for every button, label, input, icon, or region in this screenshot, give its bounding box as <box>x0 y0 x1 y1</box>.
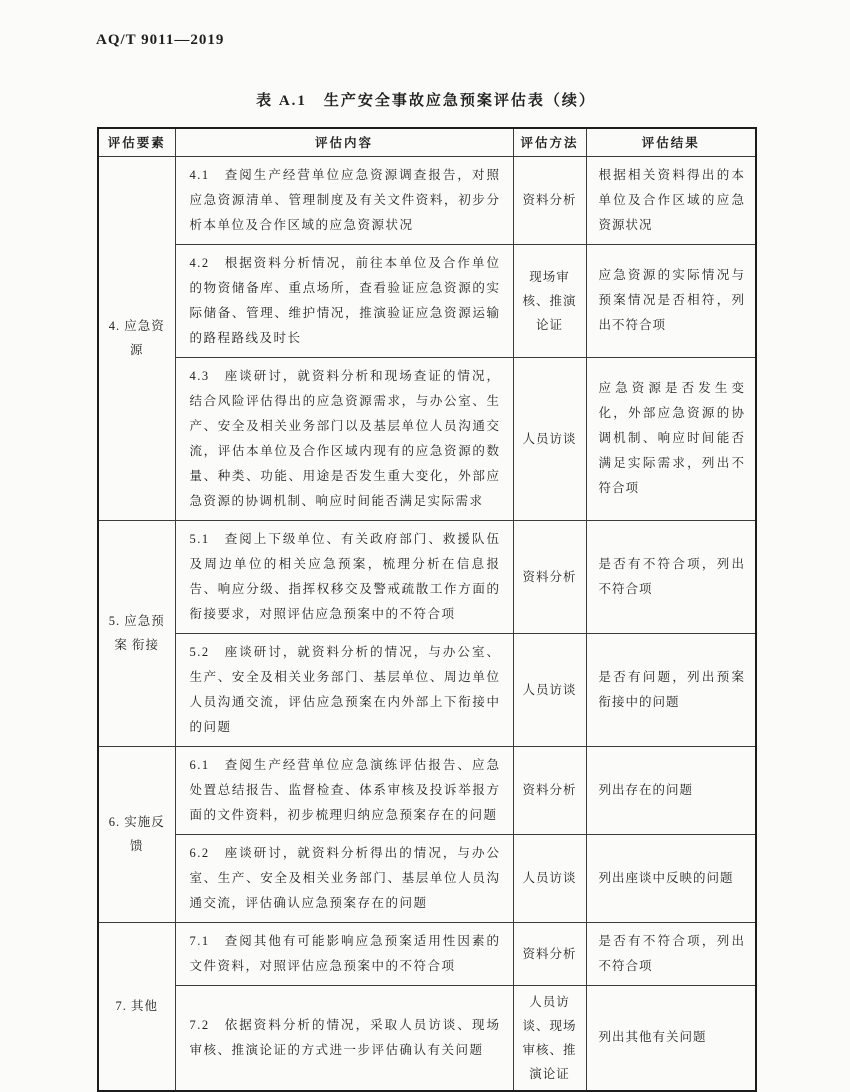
table-row <box>98 357 756 520</box>
content-cell: 4.3 座谈研讨，就资料分析和现场查证的情况，结合风险评估得出的应急资源需求，与办公室、生产、安全及相关业务部门以及基层单位人员沟通交流，评估本单位及合作区域内现有的应急资源的数量、种类、功能、用途是否发生重大变化，外部应急资源的协调机制、响应时间能否满足实际需求 <box>175 357 513 520</box>
content-cell: 7.2 依据资料分析的情况，采取人员访谈、现场审核、推演论证的方式进一步评估确认有关问题 <box>175 985 513 1091</box>
result-cell: 是否有问题，列出预案衔接中的问题 <box>586 633 756 746</box>
table-header-row <box>98 128 756 156</box>
table-row <box>98 520 756 633</box>
method-cell: 资料分析 <box>513 746 586 834</box>
method-cell: 资料分析 <box>513 922 586 985</box>
content-cell: 5.2 座谈研讨，就资料分析的情况，与办公室、生产、安全及相关业务部门、基层单位、周边单位人员沟通交流，评估应急预案在内外部上下衔接中的问题 <box>175 633 513 746</box>
method-cell: 人员访谈 <box>513 357 586 520</box>
content-cell: 6.1 查阅生产经营单位应急演练评估报告、应急处置总结报告、监督检查、体系审核及投诉举报方面的文件资料，初步梳理归纳应急预案存在的问题 <box>175 746 513 834</box>
table-row <box>98 244 756 357</box>
method-cell: 资料分析 <box>513 520 586 633</box>
result-cell: 列出其他有关问题 <box>586 985 756 1091</box>
standard-number: AQ/T 9011—2019 <box>96 32 225 48</box>
evaluation-table <box>97 127 757 1092</box>
table-row <box>98 834 756 922</box>
result-cell: 是否有不符合项，列出不符合项 <box>586 922 756 985</box>
table-row <box>98 156 756 244</box>
table-row <box>98 985 756 1091</box>
content-cell: 6.2 座谈研讨，就资料分析得出的情况，与办公室、生产、安全及相关业务部门、基层单位人员沟通交流，评估确认应急预案存在的问题 <box>175 834 513 922</box>
table-row <box>98 922 756 985</box>
method-cell: 人员访谈、现场审核、推演论证 <box>513 985 586 1091</box>
method-cell: 人员访谈 <box>513 633 586 746</box>
content-cell: 4.2 根据资料分析情况，前往本单位及合作单位的物资储备库、重点场所，查看验证应急资源的实际储备、管理、维护情况，推演验证应急资源运输的路程路线及时长 <box>175 244 513 357</box>
method-cell: 资料分析 <box>513 156 586 244</box>
table-title: 表 A.1 生产安全事故应急预案评估表（续） <box>256 93 596 109</box>
element-cell: 6. 实施反馈 <box>98 746 175 922</box>
header-element: 评估要素 <box>98 128 175 156</box>
content-cell: 7.1 查阅其他有可能影响应急预案适用性因素的文件资料，对照评估应急预案中的不符合项 <box>175 922 513 985</box>
element-cell: 4. 应急资源 <box>98 156 175 520</box>
result-cell: 是否有不符合项，列出不符合项 <box>586 520 756 633</box>
result-cell: 应急资源的实际情况与预案情况是否相符，列出不符合项 <box>586 244 756 357</box>
content-cell: 4.1 查阅生产经营单位应急资源调查报告，对照应急资源清单、管理制度及有关文件资料，初步分析本单位及合作区域的应急资源状况 <box>175 156 513 244</box>
element-cell: 7. 其他 <box>98 922 175 1091</box>
table-row <box>98 633 756 746</box>
method-cell: 人员访谈 <box>513 834 586 922</box>
content-cell: 5.1 查阅上下级单位、有关政府部门、救援队伍及周边单位的相关应急预案，梳理分析在信息报告、响应分级、指挥权移交及警戒疏散工作方面的衔接要求，对照评估应急预案中的不符合项 <box>175 520 513 633</box>
method-cell: 现场审核、推演论证 <box>513 244 586 357</box>
header-result: 评估结果 <box>586 128 756 156</box>
result-cell: 根据相关资料得出的本单位及合作区域的应急资源状况 <box>586 156 756 244</box>
header-content: 评估内容 <box>175 128 513 156</box>
result-cell: 列出存在的问题 <box>586 746 756 834</box>
table-row <box>98 746 756 834</box>
result-cell: 应急资源是否发生变化，外部应急资源的协调机制、响应时间能否满足实际需求，列出不符合项 <box>586 357 756 520</box>
element-cell: 5. 应急预案 衔接 <box>98 520 175 746</box>
result-cell: 列出座谈中反映的问题 <box>586 834 756 922</box>
header-method: 评估方法 <box>513 128 586 156</box>
